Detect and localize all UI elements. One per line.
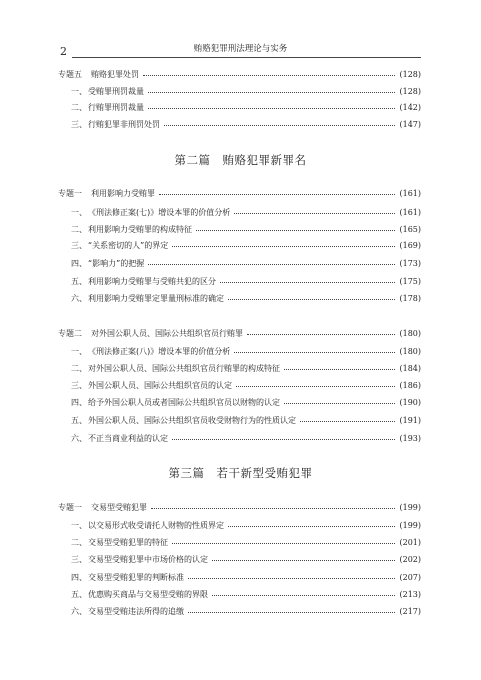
toc-section[interactable]: [71, 570, 421, 584]
toc-section[interactable]: [71, 291, 421, 305]
toc-section[interactable]: [71, 535, 421, 549]
toc-section[interactable]: [71, 552, 421, 566]
section-number: 四、: [71, 397, 87, 407]
topic-title: 对外国公职人员、国际公共组织官员行贿罪: [91, 328, 243, 338]
section-title: 交易型受贿犯罪的判断标准: [88, 572, 184, 582]
section-title: 交易型受贿犯罪中市场价格的认定: [88, 554, 208, 564]
page-ref: (128): [399, 69, 421, 79]
leader-dots: [247, 333, 395, 335]
page-ref: (180): [399, 346, 421, 356]
section-title: 交易型受贿犯罪的特征: [88, 537, 168, 547]
toc-section[interactable]: [71, 274, 421, 288]
section-number: 六、: [71, 606, 87, 616]
section-number: 三、: [71, 554, 87, 564]
topic-title: 交易型受贿犯罪: [91, 502, 147, 512]
toc-topic[interactable]: [58, 186, 421, 200]
page-ref: (201): [399, 537, 421, 547]
page-ref: (191): [399, 415, 421, 425]
toc-topic[interactable]: [58, 500, 421, 514]
section-title: 交易型受贿违法所得的追缴: [88, 606, 184, 616]
toc-section[interactable]: [71, 395, 421, 409]
section-number: 四、: [71, 572, 87, 582]
page-ref: (169): [399, 240, 421, 250]
toc-section[interactable]: [71, 431, 421, 445]
toc-section[interactable]: [71, 100, 421, 114]
leader-dots: [143, 74, 395, 76]
leader-dots: [148, 263, 395, 265]
page-ref: (128): [399, 86, 421, 96]
section-number: 五、: [71, 589, 87, 599]
running-title: 贿赂犯罪刑法理论与实务: [193, 44, 288, 54]
page-ref: (161): [399, 207, 421, 217]
section-title: 给予外国公职人员或者国际公共组织官员以财物的认定: [88, 397, 280, 407]
section-number: 一、: [71, 520, 87, 530]
leader-dots: [212, 559, 395, 561]
toc-section[interactable]: [71, 84, 421, 98]
section-title: 不正当商业利益的认定: [88, 433, 168, 443]
toc-section[interactable]: [71, 222, 421, 236]
section-number: 一、: [71, 86, 87, 96]
page-ref: (147): [399, 119, 421, 129]
section-number: 六、: [71, 433, 87, 443]
section-title: 以交易形式收受请托人财物的性质界定: [88, 520, 224, 530]
header-rule: [72, 57, 421, 58]
leader-dots: [164, 124, 395, 126]
leader-dots: [220, 281, 395, 283]
leader-dots: [196, 229, 395, 231]
toc-section[interactable]: [71, 238, 421, 252]
page-ref: (184): [399, 363, 421, 373]
page-ref: (165): [399, 224, 421, 234]
toc-section[interactable]: [71, 413, 421, 427]
section-number: 三、: [71, 119, 87, 129]
section-number: 三、: [71, 240, 87, 250]
toc-section[interactable]: [71, 378, 421, 392]
leader-dots: [172, 245, 395, 247]
topic-number: 专题五: [58, 69, 82, 79]
part-heading: 第三篇 若干新型受贿犯罪: [168, 466, 313, 480]
page-ref: (193): [399, 433, 421, 443]
section-number: 三、: [71, 380, 87, 390]
section-title: 《刑法修正案(八)》增设本罪的价值分析: [88, 346, 231, 356]
running-header: [60, 42, 421, 60]
topic-title: 利用影响力受贿罪: [91, 188, 155, 198]
leader-dots: [234, 351, 395, 353]
toc-section[interactable]: [71, 117, 421, 131]
page-ref: (207): [399, 572, 421, 582]
leader-dots: [148, 91, 395, 93]
part-heading: 第二篇 贿赂犯罪新罪名: [174, 153, 307, 167]
toc-section[interactable]: [71, 604, 421, 618]
leader-dots: [212, 594, 395, 596]
section-title: 外国公职人员、国际公共组织官员的认定: [88, 380, 232, 390]
leader-dots: [188, 577, 395, 579]
section-number: 二、: [71, 224, 87, 234]
leader-dots: [284, 368, 395, 370]
page-ref: (180): [399, 328, 421, 338]
page-ref: (217): [399, 606, 421, 616]
toc-section[interactable]: [71, 344, 421, 358]
page-ref: (142): [399, 102, 421, 112]
section-title: 利用影响力受贿罪定罪量刑标准的确定: [88, 293, 224, 303]
section-title: 外国公职人员、国际公共组织官员收受财物行为的性质认定: [88, 415, 296, 425]
leader-dots: [172, 438, 395, 440]
section-number: 六、: [71, 293, 87, 303]
page-ref: (190): [399, 397, 421, 407]
section-title: 《刑法修正案(七)》增设本罪的价值分析: [88, 207, 231, 217]
section-number: 四、: [71, 258, 87, 268]
page-number: 2: [60, 45, 67, 58]
page-ref: (199): [399, 520, 421, 530]
section-title: 利用影响力受贿罪与受贿共犯的区分: [88, 276, 216, 286]
leader-dots: [284, 402, 395, 404]
section-number: 二、: [71, 363, 87, 373]
topic-number: 专题一: [58, 188, 82, 198]
topic-title: 贿赂犯罪处罚: [91, 69, 139, 79]
section-number: 二、: [71, 537, 87, 547]
topic-number: 专题二: [58, 328, 82, 338]
section-number: 一、: [71, 207, 87, 217]
page-ref: (213): [399, 589, 421, 599]
leader-dots: [172, 542, 395, 544]
leader-dots: [159, 193, 395, 195]
leader-dots: [234, 212, 395, 214]
page-ref: (199): [399, 502, 421, 512]
toc-topic[interactable]: [58, 67, 421, 81]
topic-number: 专题一: [58, 502, 82, 512]
section-title: 优惠购买商品与交易型受贿的界限: [88, 589, 208, 599]
toc-section[interactable]: [71, 361, 421, 375]
leader-dots: [151, 507, 395, 509]
page-ref: (173): [399, 258, 421, 268]
page-ref: (175): [399, 276, 421, 286]
toc-section[interactable]: [71, 205, 421, 219]
section-title: 行贿犯罪非刑罚处罚: [88, 119, 160, 129]
leader-dots: [188, 611, 395, 613]
toc-section[interactable]: [71, 587, 421, 601]
section-title: “影响力”的把握: [88, 258, 145, 268]
leader-dots: [228, 298, 395, 300]
leader-dots: [236, 385, 395, 387]
toc-section[interactable]: [71, 518, 421, 532]
section-number: 一、: [71, 346, 87, 356]
leader-dots: [228, 525, 395, 527]
section-title: 受贿罪刑罚裁量: [88, 86, 144, 96]
section-title: 对外国公职人员、国际公共组织官员行贿罪的构成特征: [88, 363, 280, 373]
page-ref: (186): [399, 380, 421, 390]
section-number: 二、: [71, 102, 87, 112]
section-number: 五、: [71, 276, 87, 286]
toc-topic[interactable]: [58, 326, 421, 340]
section-title: 行贿罪刑罚裁量: [88, 102, 144, 112]
page-ref: (202): [399, 554, 421, 564]
page-ref: (161): [399, 188, 421, 198]
toc-section[interactable]: [71, 256, 421, 270]
section-number: 五、: [71, 415, 87, 425]
leader-dots: [300, 420, 395, 422]
section-title: 利用影响力受贿罪的构成特征: [88, 224, 192, 234]
page-ref: (178): [399, 293, 421, 303]
section-title: “关系密切的人”的界定: [88, 240, 169, 250]
leader-dots: [148, 107, 395, 109]
